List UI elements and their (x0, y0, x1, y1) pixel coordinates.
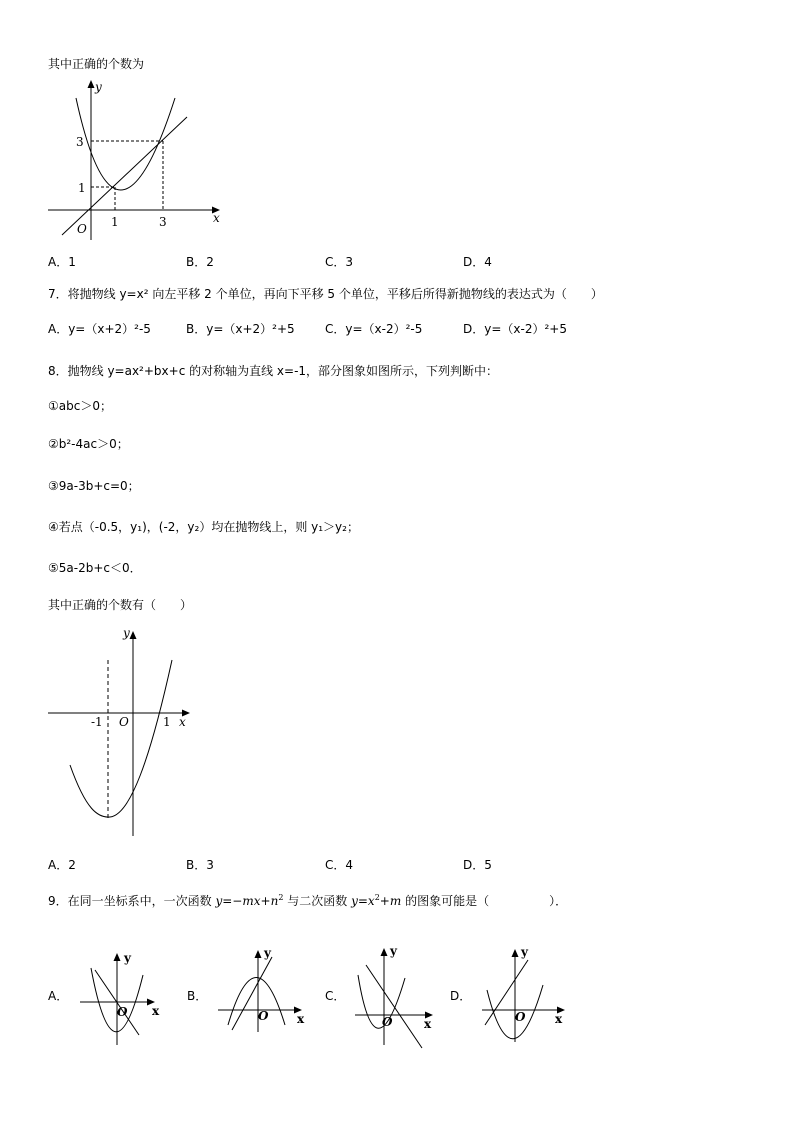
q8-option-b[interactable]: B．3 (186, 858, 214, 872)
q8-option-d[interactable]: D．5 (463, 858, 492, 872)
q8-option-a[interactable]: A．2 (48, 858, 76, 872)
q6-tick-x1: 1 (111, 215, 119, 229)
q8-tick-1: 1 (163, 715, 171, 729)
q7-option-a[interactable]: A．y=（x+2）²-5 (48, 322, 151, 336)
q8-stem: 8．抛物线 y=ax²+bx+c 的对称轴为直线 x=-1，部分图象如图所示，下列判断中： (48, 364, 499, 378)
q8-option-c[interactable]: C．4 (325, 858, 354, 872)
q9-graph-a (80, 951, 160, 1045)
svg-text:y: y (521, 945, 528, 959)
q9-label-c[interactable]: C． (325, 989, 346, 1003)
q9-label-a[interactable]: A． (48, 989, 69, 1003)
q6-y-label: y (95, 80, 102, 94)
q8-tick-neg1: -1 (91, 715, 103, 729)
q9-graph-c (355, 944, 433, 1048)
svg-text:O: O (382, 1015, 393, 1029)
svg-text:O: O (258, 1009, 269, 1023)
svg-text:x: x (152, 1004, 160, 1018)
q6-option-d[interactable]: D．4 (463, 255, 492, 269)
q6-tick-y1: 1 (78, 181, 86, 195)
q8-item-1: ①abc＞0； (48, 399, 112, 413)
q7-stem: 7．将抛物线 y=x² 向左平移 2 个单位，再向下平移 5 个单位，平移后所得新抛物线的表达式为（ ） (48, 287, 603, 301)
q9-graph-d (482, 945, 565, 1042)
q8-item-4: ④若点（-0.5，y₁)，(-2，y₂）均在抛物线上，则 y₁＞y₂； (48, 520, 359, 534)
svg-text:x: x (297, 1012, 305, 1026)
q9-graph-b (218, 946, 305, 1032)
q9-label-d[interactable]: D． (450, 989, 472, 1003)
q7-option-d[interactable]: D．y=（x-2）²+5 (463, 322, 567, 336)
q6-origin-label: O (77, 222, 87, 236)
q8-item-5: ⑤5a-2b+c＜0． (48, 561, 142, 575)
q9-linear-formula: $y=-mx+n^2$ (215, 893, 284, 908)
q7-option-c[interactable]: C．y=（x-2）²-5 (325, 322, 423, 336)
svg-text:O: O (117, 1005, 128, 1019)
q8-origin-label: O (119, 715, 129, 729)
q6-x-label: x (213, 211, 220, 225)
q8-item-3: ③9a-3b+c=0； (48, 479, 140, 493)
q6-tick-y3: 3 (76, 135, 84, 149)
q9-stem-pre: 9．在同一坐标系中，一次函数 (48, 894, 212, 908)
svg-text:y: y (124, 951, 131, 965)
svg-text:x: x (555, 1012, 563, 1026)
q6-option-c[interactable]: C．3 (325, 255, 354, 269)
q8-item-2: ②b²-4ac＞0； (48, 437, 129, 451)
svg-text:y: y (390, 944, 397, 958)
q8-y-label: y (123, 626, 130, 640)
q6-tick-x3: 3 (159, 215, 167, 229)
q8-tail: 其中正确的个数有（ ） (48, 598, 193, 612)
q7-option-b[interactable]: B．y=（x+2）²+5 (186, 322, 295, 336)
svg-text:x: x (424, 1017, 432, 1031)
q6-tail: 其中正确的个数为 (48, 57, 145, 71)
q9-label-b[interactable]: B． (187, 989, 208, 1003)
q6-option-b[interactable]: B．2 (186, 255, 214, 269)
q9-stem-end: 的图象可能是（ ）． (405, 894, 568, 908)
svg-text:y: y (264, 946, 271, 960)
q8-x-label: x (179, 715, 186, 729)
svg-text:O: O (515, 1010, 526, 1024)
q9-quadratic-formula: $y=x^2+m$ (351, 893, 402, 908)
q6-option-a[interactable]: A．1 (48, 255, 76, 269)
q9-stem-mid: 与二次函数 (287, 894, 348, 908)
